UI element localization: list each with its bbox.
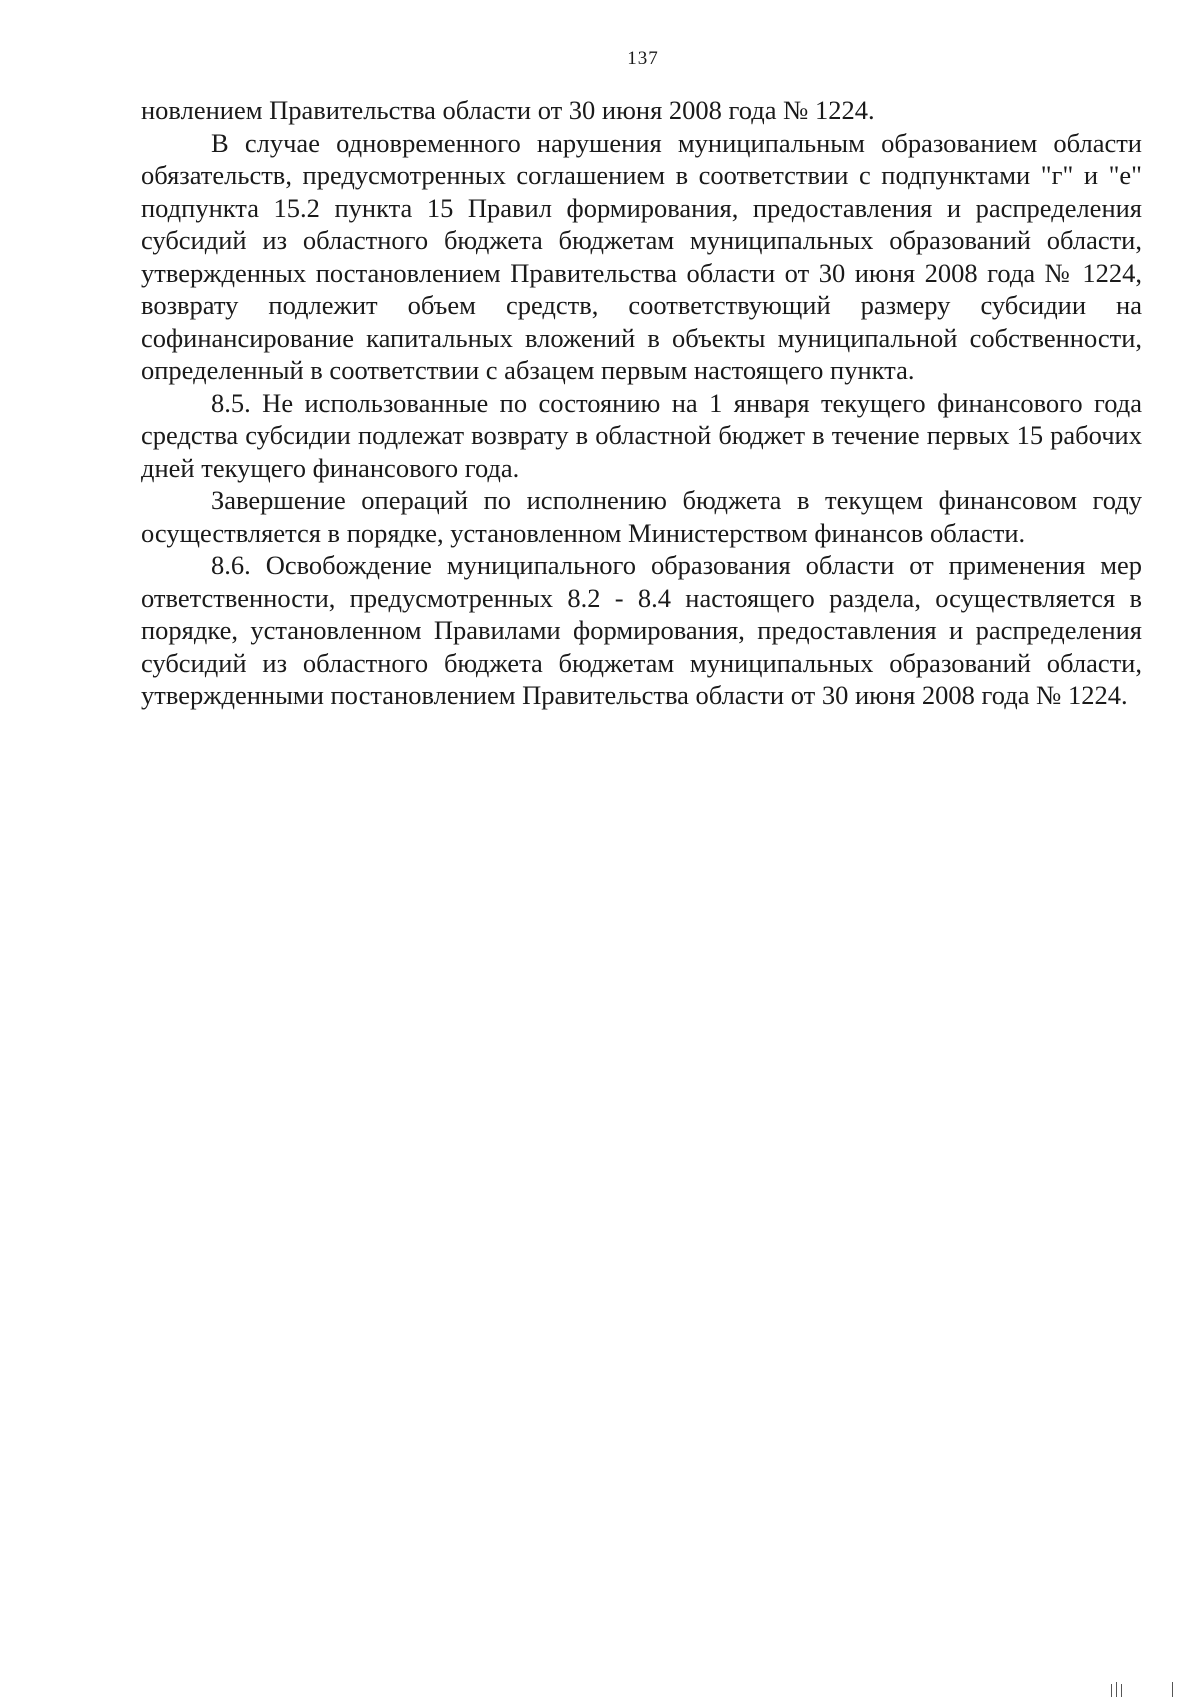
scan-mark xyxy=(1172,1682,1173,1697)
paragraph-continuation: новлением Правительства области от 30 июня 2008 года № 1224. xyxy=(141,95,875,125)
scan-mark xyxy=(1121,1684,1122,1697)
scan-mark xyxy=(1111,1684,1112,1697)
paragraph-refund-violation: В случае одновременного нарушения муниципальным образованием области обязательств, предусмотренных соглашением в соответствии с подпунктами "г" и "е" подпункта 15.2 пункта 15 Правил формирования, предоставления и распределения субсидий из областного бюджета бюджетам муниципальных образований области, утвержденных постановлением Правительства области от 30 июня 2008 года № 1224, возврату подлежит объем средств, соответствующий размеру субсидии на софинансирование капитальных вложений в объекты муниципальной собственности, определенный в соответствии с абзацем первым настоящего пункта. xyxy=(141,127,1142,385)
paragraph-budget-completion: Завершение операций по исполнению бюджета в текущем финансовом году осуществляется в порядке, установленном Министерством финансов области. xyxy=(141,485,1142,548)
paragraph-8-5: 8.5. Не использованные по состоянию на 1 января текущего финансового года средства субсидии подлежат возврату в областной бюджет в течение первых 15 рабочих дней текущего финансового года. xyxy=(141,387,1142,483)
scan-mark xyxy=(1116,1682,1117,1697)
paragraph-8-6: 8.6. Освобождение муниципального образования области от применения мер ответственности, предусмотренных 8.2 - 8.4 настоящего раздела, осуществляется в порядке, установленном Правилами формирования, предоставления и распределения субсидий из областного бюджета бюджетам муниципальных образований области, утвержденными постановлением Правительства области от 30 июня 2008 года № 1224. xyxy=(141,550,1142,710)
page-number: 137 xyxy=(627,48,659,69)
document-body xyxy=(141,94,1142,712)
